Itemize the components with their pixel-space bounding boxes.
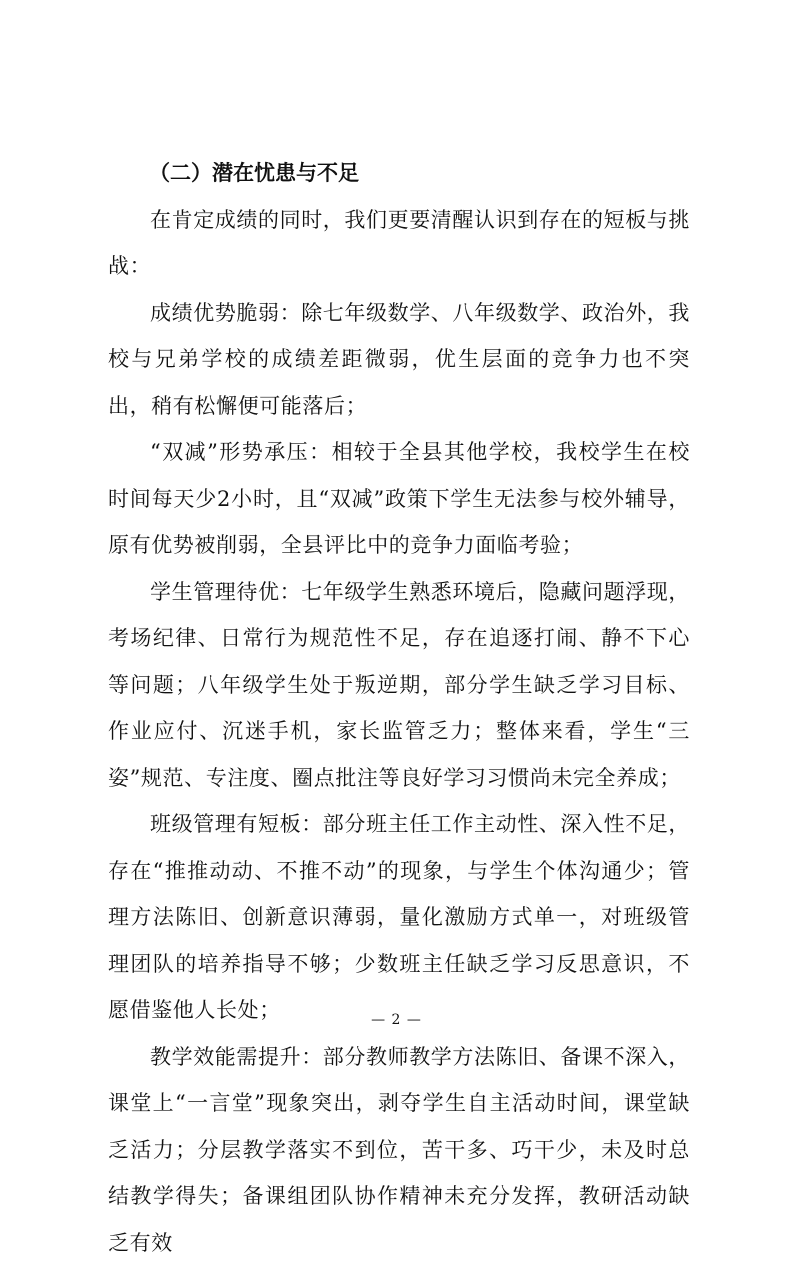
section-body	[108, 150, 690, 1266]
paragraph-grade-advantage: 成绩优势脆弱：除七年级数学、八年级数学、政治外，我校与兄弟学校的成绩差距微弱，优生层面的竞争力也不突出，稍有松懈便可能落后；	[108, 290, 690, 430]
page-number: — 2 —	[0, 1010, 793, 1030]
section-heading: （二）潜在忧患与不足	[108, 150, 690, 197]
paragraph-class-management: 班级管理有短板：部分班主任工作主动性、深入性不足，存在“推推动动、不推不动”的现象，与学生个体沟通少；管理方法陈旧、创新意识薄弱，量化激励方式单一，对班级管理团队的培养指导不够；少数班主任缺乏学习反思意识，不愿借鉴他人长处；	[108, 801, 690, 1034]
paragraph-teaching-efficiency: 教学效能需提升：部分教师教学方法陈旧、备课不深入，课堂上“一言堂”现象突出，剥夺学生自主活动时间，课堂缺乏活力；分层教学落实不到位，苦干多、巧干少，未及时总结教学得失；备课组团队协作精神未充分发挥，教研活动缺乏有效	[108, 1034, 690, 1266]
paragraph-student-management: 学生管理待优：七年级学生熟悉环境后，隐藏问题浮现，考场纪律、日常行为规范性不足，存在追逐打闹、静不下心等问题；八年级学生处于叛逆期，部分学生缺乏学习目标、作业应付、沉迷手机，家长监管乏力；整体来看，学生“三姿”规范、专注度、圈点批注等良好学习习惯尚未完全养成；	[108, 569, 690, 802]
paragraph-intro: 在肯定成绩的同时，我们更要清醒认识到存在的短板与挑战：	[108, 197, 690, 290]
paragraph-double-reduction: “双减”形势承压：相较于全县其他学校，我校学生在校时间每天少2小时，且“双减”政策下学生无法参与校外辅导，原有优势被削弱，全县评比中的竞争力面临考验；	[108, 429, 690, 569]
